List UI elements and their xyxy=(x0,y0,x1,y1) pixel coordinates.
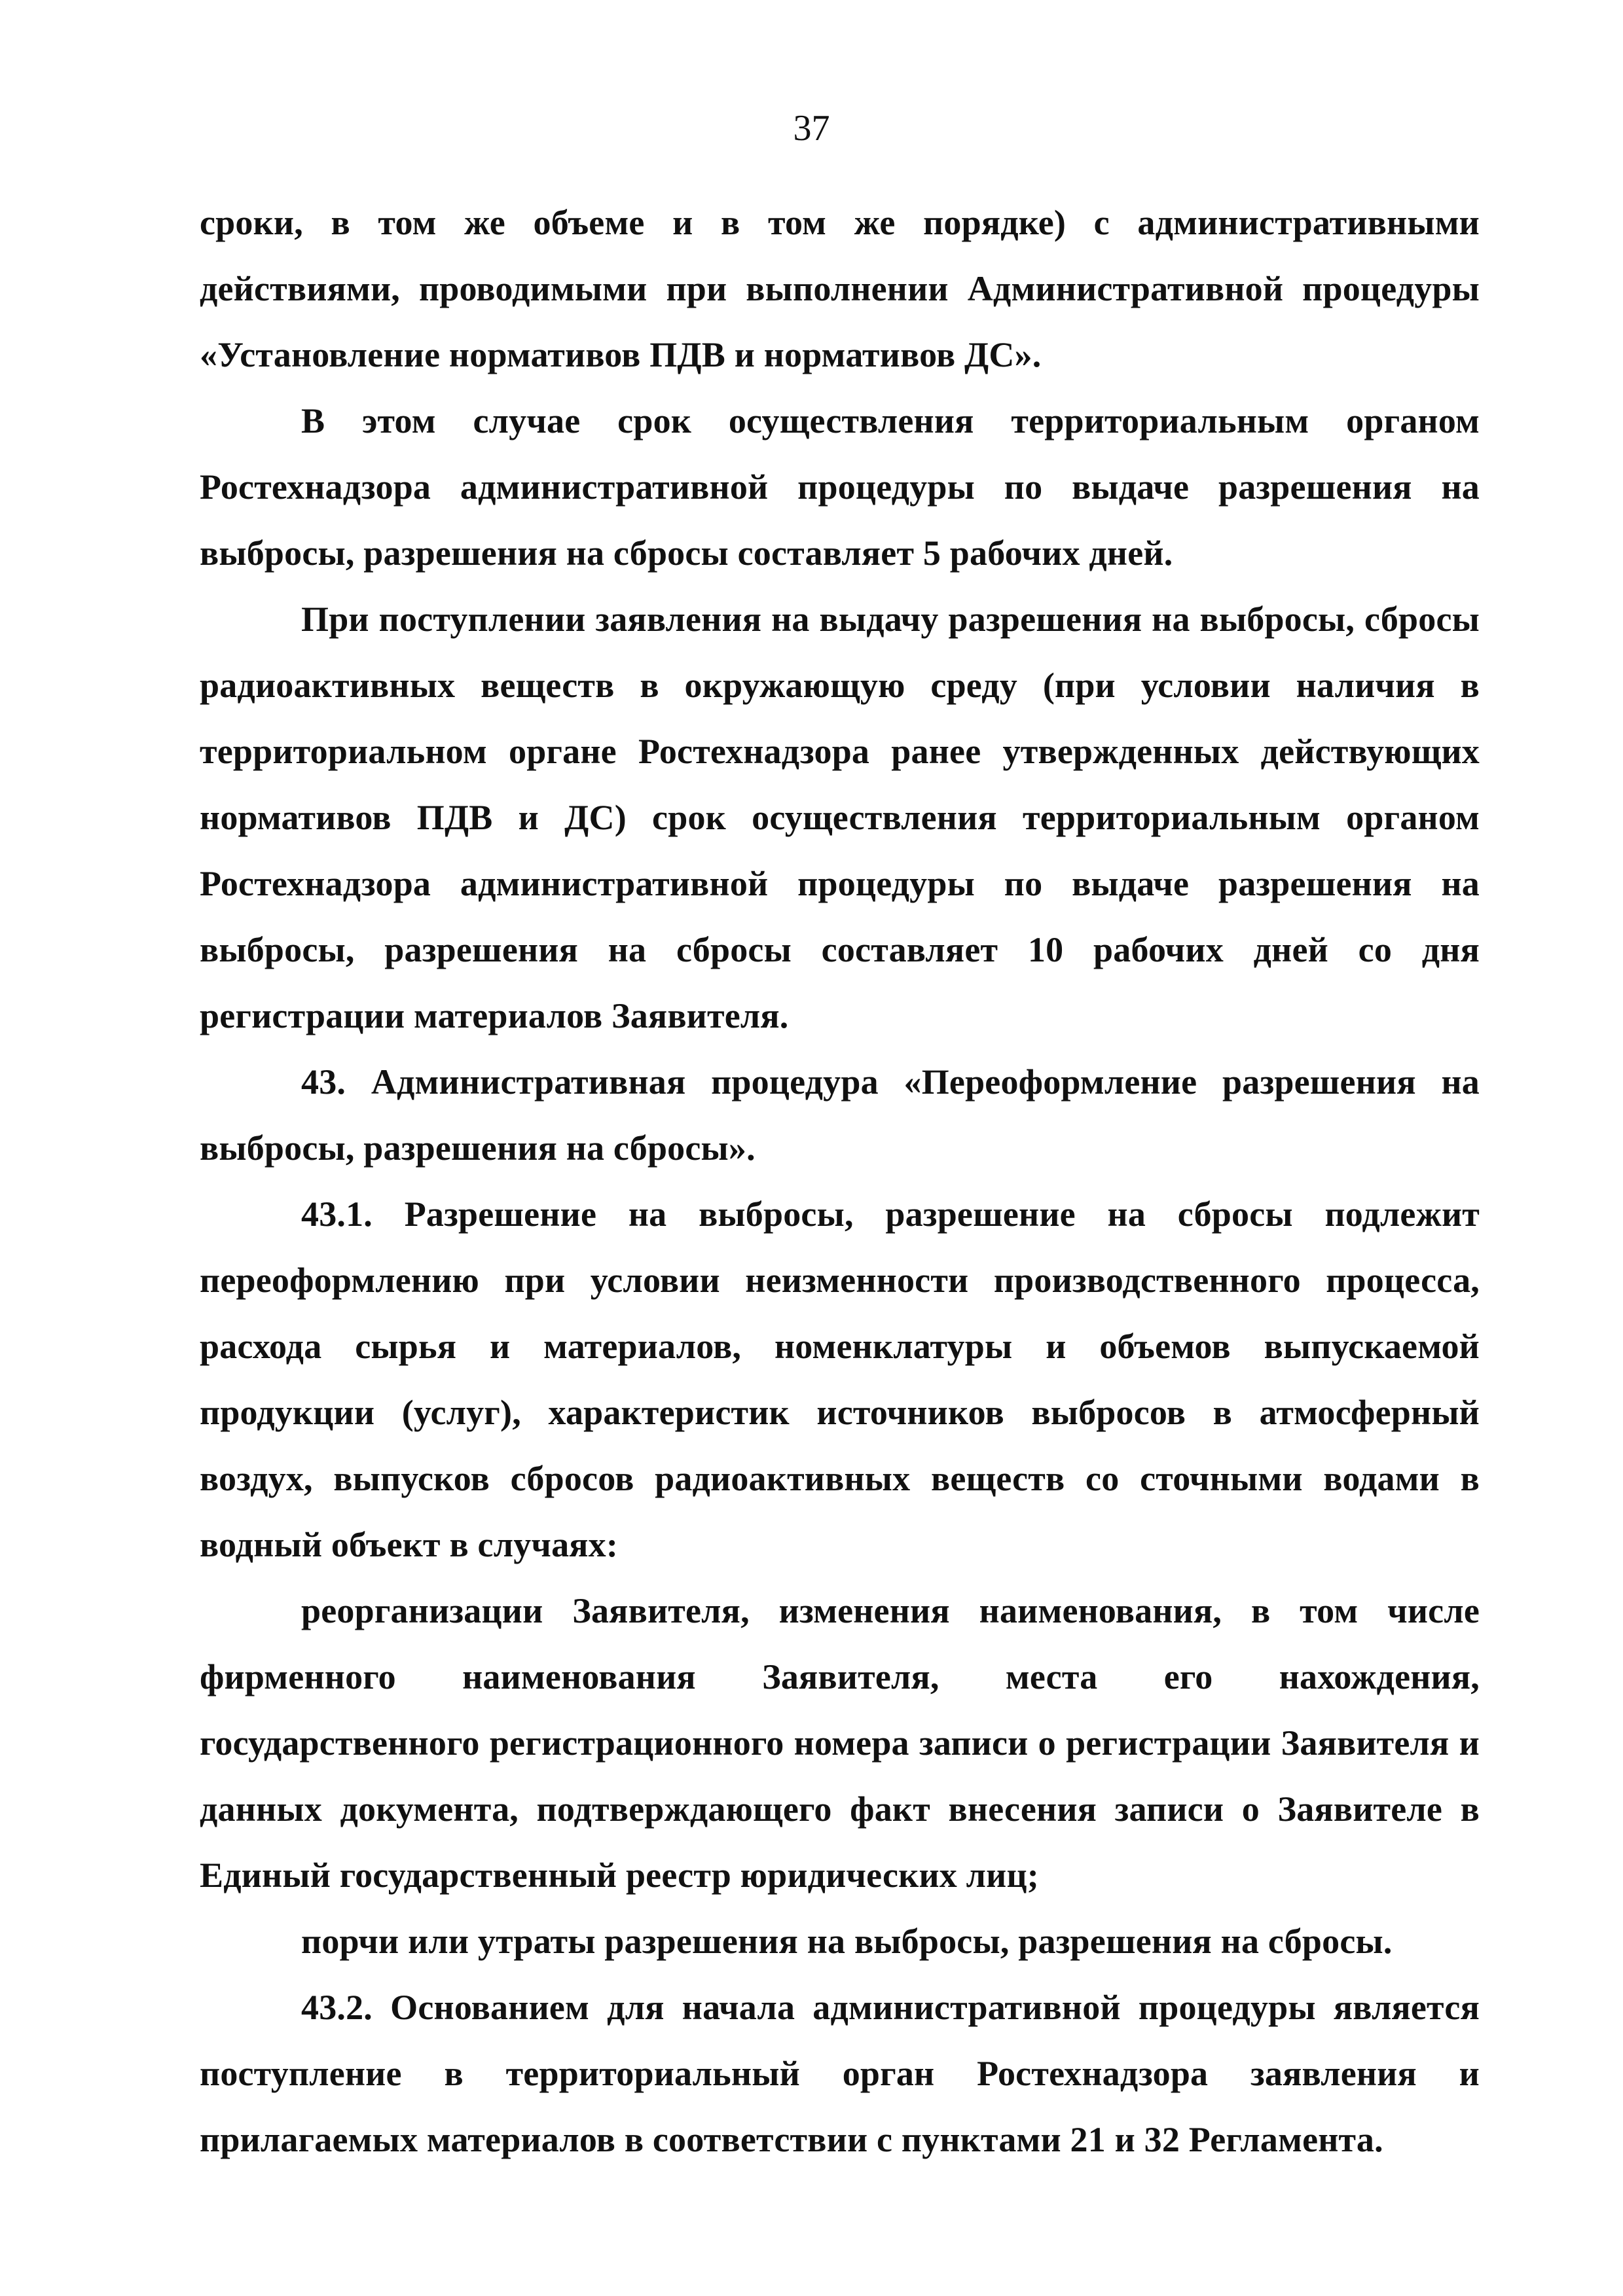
paragraph-item-43-2: 43.2. Основанием для начала административной процедуры является поступление в территориальный орган Ростехнадзора заявления и прилагаемых материалов в соответствии с пунктами 21 и 32 Регламента. xyxy=(200,1988,1480,2159)
page-number: 37 xyxy=(793,108,830,149)
paragraph-case-reorganization: реорганизации Заявителя, изменения наименования, в том числе фирменного наименования Заявителя, места его нахождения, государственного регистрационного номера записи о регистрации Заявителя и данных документа, подтверждающего факт внесения записи о Заявителе в Единый государственный реестр юридических лиц; xyxy=(200,1591,1480,1895)
paragraph-item-43: 43. Административная процедура «Переоформление разрешения на выбросы, разрешения на сбросы». xyxy=(200,1062,1480,1168)
paragraph-item-43-1: 43.1. Разрешение на выбросы, разрешение на сбросы подлежит переоформлению при условии неизменности производственного процесса, расхода сырья и материалов, номенклатуры и объемов выпускаемой продукции (услуг), характеристик источников выбросов в атмосферный воздух, выпусков сбросов радиоактивных веществ со сточными водами в водный объект в случаях: xyxy=(200,1194,1480,1564)
paragraph-processing-time-5-days: В этом случае срок осуществления территориальным органом Ростехнадзора административной процедуры по выдаче разрешения на выбросы, разрешения на сбросы составляет 5 рабочих дней. xyxy=(200,401,1480,573)
document-body xyxy=(200,190,1480,2173)
paragraph-processing-time-10-days: При поступлении заявления на выдачу разрешения на выбросы, сбросы радиоактивных веществ в окружающую среду (при условии наличия в территориальном органе Ростехнадзора ранее утвержденных действующих нормативов ПДВ и ДС) срок осуществления территориальным органом Ростехнадзора административной процедуры по выдаче разрешения на выбросы, разрешения на сбросы составляет 10 рабочих дней со дня регистрации материалов Заявителя. xyxy=(200,600,1480,1035)
paragraph-continuation: сроки, в том же объеме и в том же порядке) с административными действиями, проводимыми при выполнении Административной процедуры «Установление нормативов ПДВ и нормативов ДС». xyxy=(200,203,1480,374)
paragraph-case-damage-or-loss: порчи или утраты разрешения на выбросы, разрешения на сбросы. xyxy=(301,1922,1393,1961)
